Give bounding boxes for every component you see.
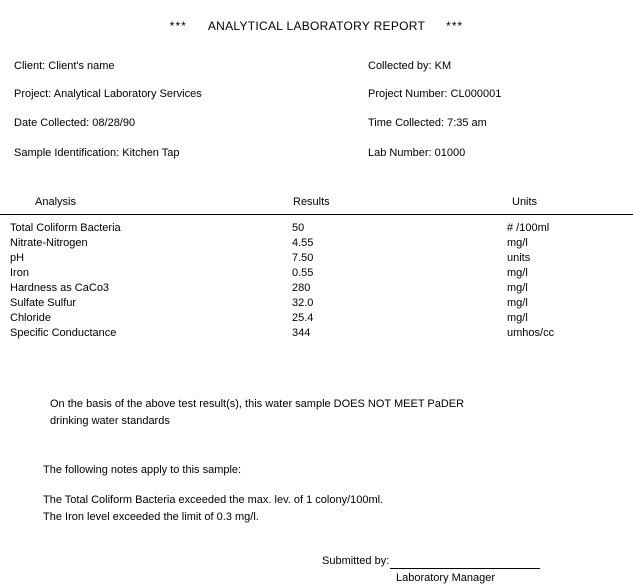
table-row (0, 237, 633, 252)
collected-by-field (368, 60, 451, 72)
lab-number-field (368, 147, 465, 159)
summary-statement-line2: drinking water standards (50, 415, 170, 427)
page-title: ANALYTICAL LABORATORY REPORT (207, 19, 426, 33)
collected-by-label: Collected by: (368, 60, 432, 72)
units-cell: mg/l (507, 237, 528, 249)
title-stars-right: *** (446, 19, 464, 33)
analysis-cell: Specific Conductance (10, 327, 117, 339)
analysis-cell: Hardness as CaCo3 (10, 282, 110, 294)
project-number-value: CL000001 (450, 88, 502, 100)
result-cell: 32.0 (292, 297, 314, 309)
units-cell: mg/l (507, 267, 528, 279)
collected-by-value: KM (434, 60, 452, 72)
units-cell: mg/l (507, 297, 528, 309)
time-collected-field (368, 117, 487, 129)
sample-id-label: Sample Identification: (14, 147, 120, 159)
table-row (0, 252, 633, 267)
analysis-cell: Chloride (10, 312, 51, 324)
units-cell: umhos/cc (507, 327, 555, 339)
analysis-cell: Nitrate-Nitrogen (10, 237, 88, 249)
project-number-field (368, 88, 501, 100)
analysis-cell: Iron (10, 267, 29, 279)
project-label: Project: (14, 88, 52, 100)
project-field (14, 88, 202, 100)
submitted-by-label: Submitted by: (322, 555, 390, 567)
signature-line (390, 568, 540, 569)
time-collected-label: Time Collected: (368, 117, 445, 129)
result-cell: 25.4 (292, 312, 314, 324)
client-label: Client: (14, 60, 46, 72)
client-value: Client's name (48, 60, 115, 72)
note-item: The Iron level exceeded the limit of 0.3 mg/l. (43, 511, 259, 523)
table-row (0, 222, 633, 237)
table-row (0, 297, 633, 312)
units-cell: mg/l (507, 312, 528, 324)
project-value: Analytical Laboratory Services (53, 88, 202, 100)
column-header-analysis: Analysis (35, 196, 76, 208)
project-number-label: Project Number: (368, 88, 448, 100)
result-cell: 344 (292, 327, 311, 339)
sample-id-field (14, 147, 180, 159)
title-stars-left: *** (169, 19, 187, 33)
results-table (0, 222, 633, 342)
analysis-cell: Total Coliform Bacteria (10, 222, 121, 234)
sample-id-value: Kitchen Tap (122, 147, 180, 159)
units-cell: mg/l (507, 282, 528, 294)
result-cell: 4.55 (292, 237, 314, 249)
client-field (14, 60, 115, 72)
table-row (0, 312, 633, 327)
meta-row-client (0, 60, 633, 74)
column-header-units: Units (512, 196, 538, 208)
meta-row-sample-id (0, 147, 633, 161)
date-collected-value: 08/28/90 (92, 117, 136, 129)
table-header-rule (0, 214, 633, 215)
note-item: The Total Coliform Bacteria exceeded the max. lev. of 1 colony/100ml. (43, 494, 384, 506)
signature-role: Laboratory Manager (396, 572, 496, 584)
meta-row-date-collected (0, 117, 633, 131)
lab-number-label: Lab Number: (368, 147, 432, 159)
result-cell: 7.50 (292, 252, 314, 264)
analysis-cell: Sulfate Sulfur (10, 297, 77, 309)
column-header-results: Results (293, 196, 330, 208)
table-row (0, 282, 633, 297)
units-cell: units (507, 252, 531, 264)
date-collected-field (14, 117, 135, 129)
result-cell: 50 (292, 222, 305, 234)
lab-number-value: 01000 (434, 147, 466, 159)
date-collected-label: Date Collected: (14, 117, 90, 129)
summary-statement-line1: On the basis of the above test result(s), this water sample DOES NOT MEET PaDER (50, 398, 465, 410)
result-cell: 0.55 (292, 267, 314, 279)
time-collected-value: 7:35 am (447, 117, 487, 129)
notes-intro: The following notes apply to this sample: (43, 464, 242, 476)
table-row (0, 327, 633, 342)
result-cell: 280 (292, 282, 311, 294)
table-row (0, 267, 633, 282)
analysis-cell: pH (10, 252, 25, 264)
units-cell: # /100ml (507, 222, 550, 234)
meta-row-project (0, 88, 633, 102)
report-title-row (0, 19, 633, 33)
